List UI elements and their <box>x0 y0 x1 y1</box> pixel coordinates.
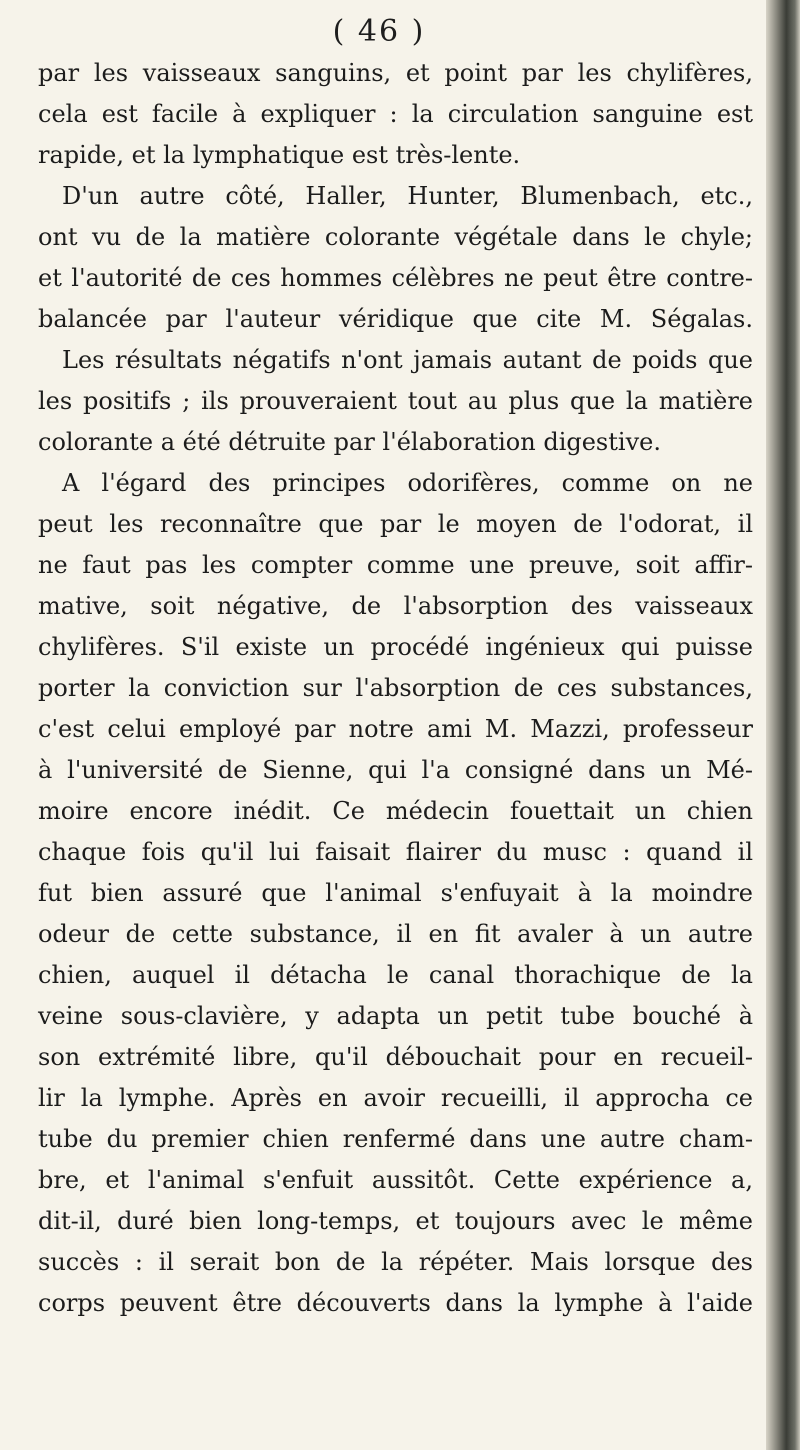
text-line: ne faut pas les compter comme une preuve, soit affir- <box>38 551 753 579</box>
text-line: tube du premier chien renfermé dans une autre cham- <box>38 1125 753 1153</box>
text-line: D'un autre côté, Haller, Hunter, Blumenbach, etc., <box>62 182 753 210</box>
text-line: lir la lymphe. Après en avoir recueilli, il approcha ce <box>38 1084 753 1112</box>
text-line: chylifères. S'il existe un procédé ingénieux qui puisse <box>38 633 753 661</box>
text-line: cela est facile à expliquer : la circulation sanguine est <box>38 100 753 128</box>
text-line: porter la conviction sur l'absorption de ces substances, <box>38 674 753 702</box>
page-edge-shadow <box>766 0 800 1450</box>
text-line: les positifs ; ils prouveraient tout au plus que la matière <box>38 387 753 415</box>
text-line: veine sous-clavière, y adapta un petit tube bouché à <box>38 1002 753 1030</box>
page-number: ( 46 ) <box>332 14 426 49</box>
text-line: succès : il serait bon de la répéter. Mais lorsque des <box>38 1248 753 1276</box>
text-line: et l'autorité de ces hommes célèbres ne peut être contre- <box>38 264 753 292</box>
text-line: corps peuvent être découverts dans la lymphe à l'aide <box>38 1289 753 1317</box>
text-line: peut les reconnaître que par le moyen de l'odorat, il <box>38 510 753 538</box>
text-line: odeur de cette substance, il en fit avaler à un autre <box>38 920 753 948</box>
text-line: chien, auquel il détacha le canal thorachique de la <box>38 961 753 989</box>
text-line: Les résultats négatifs n'ont jamais autant de poids que <box>62 346 753 374</box>
text-line: mative, soit négative, de l'absorption des vaisseaux <box>38 592 753 620</box>
text-line: par les vaisseaux sanguins, et point par les chylifères, <box>38 59 753 87</box>
text-line: chaque fois qu'il lui faisait flairer du musc : quand il <box>38 838 753 866</box>
text-line: moire encore inédit. Ce médecin fouettait un chien <box>38 797 753 825</box>
text-line: son extrémité libre, qu'il débouchait pour en recueil- <box>38 1043 753 1071</box>
text-line: à l'université de Sienne, qui l'a consigné dans un Mé- <box>38 756 753 784</box>
text-line: c'est celui employé par notre ami M. Mazzi, professeur <box>38 715 753 743</box>
text-line: balancée par l'auteur véridique que cite M. Ségalas. <box>38 305 753 333</box>
text-line: ont vu de la matière colorante végétale dans le chyle; <box>38 223 753 251</box>
text-line: rapide, et la lymphatique est très-lente. <box>38 141 521 169</box>
text-line: colorante a été détruite par l'élaboration digestive. <box>38 428 661 456</box>
text-line: fut bien assuré que l'animal s'enfuyait à la moindre <box>38 879 753 907</box>
text-line: bre, et l'animal s'enfuit aussitôt. Cette expérience a, <box>38 1166 753 1194</box>
text-line: dit-il, duré bien long-temps, et toujours avec le même <box>38 1207 753 1235</box>
text-line: A l'égard des principes odorifères, comme on ne <box>62 469 753 497</box>
